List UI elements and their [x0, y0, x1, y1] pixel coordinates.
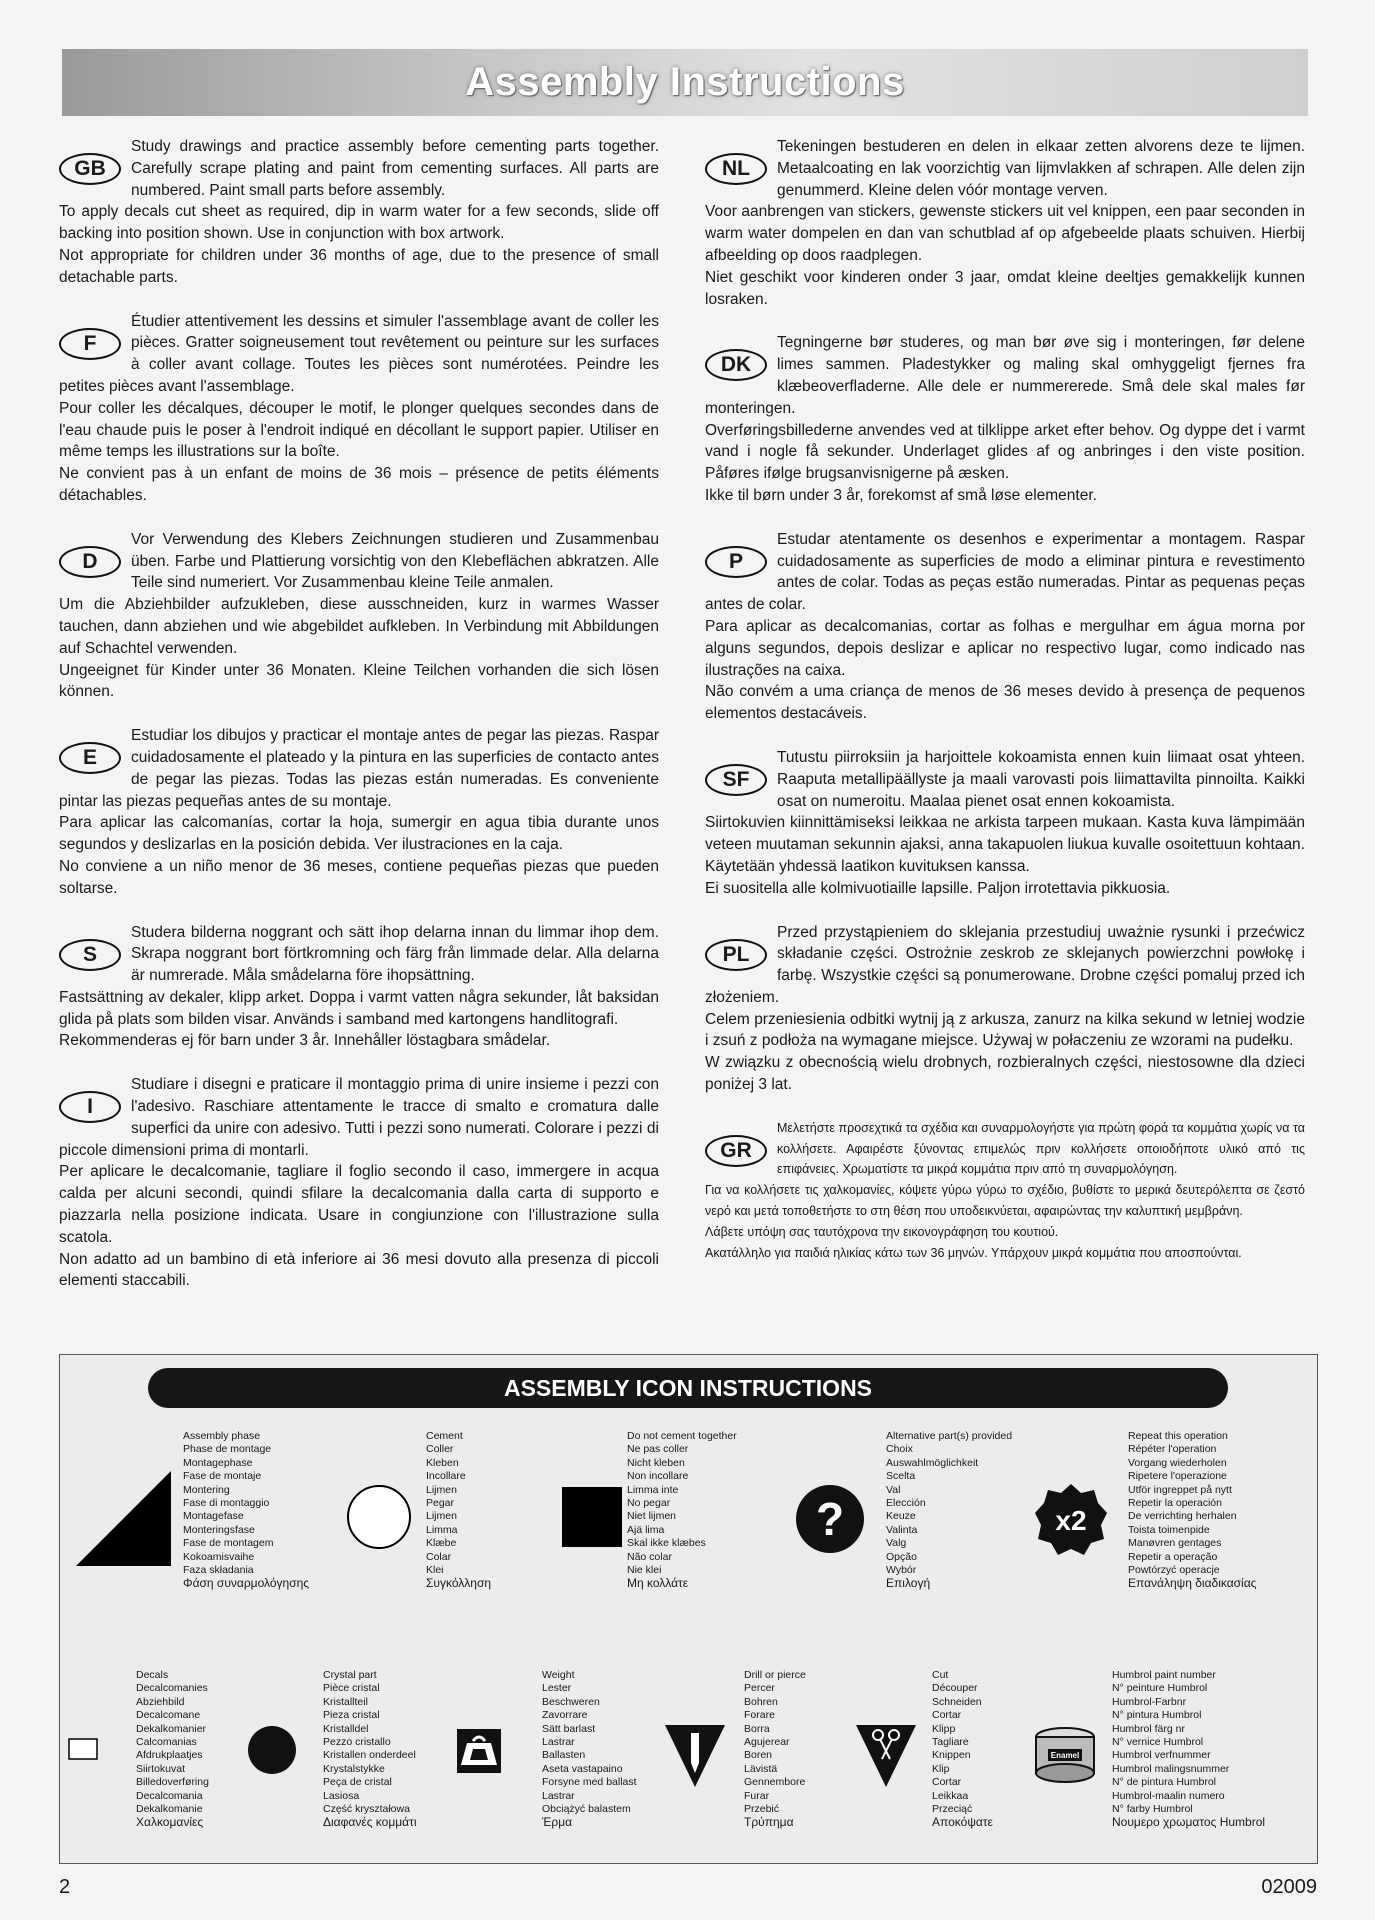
right-column — [705, 136, 1305, 1263]
icon-label-line: Cortar — [932, 1709, 962, 1722]
icon-label-line: Lester — [542, 1682, 572, 1695]
language-badge: DK — [705, 349, 767, 381]
icon-label-line: Agujerear — [744, 1736, 790, 1749]
icon-label-line: Vorgang wiederholen — [1128, 1456, 1227, 1469]
icon-label-line: Schneiden — [932, 1695, 982, 1708]
icon-label-line: Lasiosa — [323, 1789, 360, 1802]
drill-icon — [665, 1725, 725, 1787]
icon-label-line: Montagefase — [183, 1510, 244, 1523]
language-badge: GR — [705, 1135, 767, 1167]
icon-label-line: Colar — [426, 1550, 452, 1563]
icon-label-line: Utför ingreppet på nytt — [1128, 1483, 1232, 1496]
icon-label-line: Cortar — [932, 1776, 962, 1789]
icon-label-line: Klip — [932, 1762, 950, 1775]
icon-label-line: Μη κολλάτε — [627, 1576, 689, 1591]
icon-label-line: Afdrukplaatjes — [136, 1749, 203, 1762]
icon-label-line: Διαφανές κομμάτι — [323, 1815, 417, 1830]
instruction-paragraph: Ne convient pas à un enfant de moins de 36 mois – présence de petits éléments détachables. — [59, 465, 659, 504]
icon-label-line: Decalcomanies — [136, 1682, 208, 1695]
icon-label-line: Faza składania — [183, 1564, 254, 1577]
alternative-part-labels — [886, 1430, 1012, 1591]
instruction-paragraph: Estudiar los dibujos y practicar el montaje antes de pegar las piezas. Raspar cuidadosamente el plateado y la pintura en las superficies de contacto antes de pegar las piezas. Todas las piezas están numeradas. Es conveniente pintar las piezas pequeñas antes de su montaje. — [59, 727, 659, 810]
language-badge: S — [59, 939, 121, 971]
language-badge: PL — [705, 939, 767, 971]
icon-label-line: Crystal part — [323, 1669, 377, 1681]
icon-label-line: Drill or pierce — [744, 1669, 806, 1681]
instruction-paragraph: No conviene a un niño menor de 36 meses, contiene pequeñas piezas que pueden soltarse. — [59, 857, 659, 897]
icon-label-line: Przeciąć — [932, 1803, 973, 1816]
language-badge: D — [59, 546, 121, 578]
icon-label-line: Montagephase — [183, 1456, 253, 1469]
crystal-part-labels — [323, 1669, 417, 1830]
instruction-paragraph: Um die Abziehbilder aufzukleben, diese ausschneiden, kurz in warmes Wasser tauchen, dann abziehen und wie abgebildet aufkleben. In Verbindung mit Abbildungen auf Schachtel verwenden. — [59, 596, 659, 657]
instruction-paragraph: Não convém a uma criança de menos de 36 meses devido à presença de pequenos elementos destacáveis. — [705, 683, 1305, 723]
icon-label-line: Borra — [744, 1722, 770, 1735]
icon-label-line: Gennembore — [744, 1776, 806, 1789]
icon-label-line: Συγκόλληση — [426, 1576, 492, 1591]
humbrol-labels — [1112, 1669, 1265, 1830]
instruction-paragraph: Tekeningen bestuderen en delen in elkaar zetten alvorens deze te lijmen. Metaalcoating en lak voorzichtig van lijmvlakken af schrapen. Alle delen zijn genummerd. Kleine delen vóór montage verven. — [777, 138, 1305, 199]
icon-label-line: Fase de montaje — [183, 1470, 262, 1483]
decal-icon — [68, 1738, 98, 1760]
icon-label-line: Decals — [136, 1669, 169, 1681]
instruction-paragraph: Tutustu piirroksiin ja harjoittele kokoamista ennen kuin liimaat osat yhteen. Raaputa metallipäällyste ja maali varovasti pois liimattavilta pinnoilta. Kaikki osat on numeroitu. Maalaa pienet osat ennen kokoamista. — [777, 748, 1305, 810]
icon-label-line: Limma — [426, 1523, 458, 1536]
icon-label-line: Skal ikke klæbes — [627, 1537, 706, 1550]
section-d — [59, 529, 659, 703]
assembly-icon-box — [59, 1354, 1318, 1864]
icon-label-line: Humbrol verfnummer — [1112, 1749, 1211, 1762]
instruction-paragraph: Niet geschikt voor kinderen onder 3 jaar, omdat kleine deeltjes gemakkelijk kunnen losraken. — [705, 268, 1305, 308]
icon-label-line: Fase di montaggio — [183, 1497, 270, 1510]
cement-labels — [426, 1430, 491, 1591]
icon-label-line: Pegar — [426, 1497, 455, 1510]
icon-label-line: Ballasten — [542, 1749, 586, 1762]
icon-label-line: Non incollare — [627, 1470, 689, 1483]
icon-label-line: Klæbe — [426, 1537, 457, 1550]
decals-labels — [136, 1669, 209, 1830]
icon-label-line: Montering — [183, 1483, 230, 1496]
x2-glyph: x2 — [1055, 1505, 1087, 1536]
icon-label-line: Επανάληψη διαδικασίας — [1128, 1576, 1257, 1591]
icon-label-line: Φάση συναρμολόγησης — [183, 1576, 310, 1591]
section-s — [59, 922, 659, 1053]
icon-label-line: De verrichting herhalen — [1128, 1510, 1237, 1523]
icon-label-line: Lijmen — [426, 1483, 457, 1496]
icon-label-line: N° peinture Humbrol — [1112, 1682, 1208, 1695]
icon-label-line: Découper — [932, 1682, 978, 1695]
icon-label-line: Dekalkomanie — [136, 1803, 203, 1816]
enamel-label: Enamel — [1050, 1751, 1080, 1760]
page-number: 2 — [59, 1876, 71, 1898]
icon-label-line: Opção — [886, 1550, 917, 1563]
language-badge: P — [705, 546, 767, 578]
instruction-paragraph: Fastsättning av dekaler, klipp arket. Doppa i varmt vatten några sekunder, låt baksidan glida på plats som bilden visar. Används i samband med kartongens handlitografi. — [59, 988, 659, 1028]
icon-label-line: Elección — [886, 1497, 926, 1510]
icon-label-line: Do not cement together — [627, 1430, 737, 1442]
do-not-cement-labels — [627, 1430, 737, 1591]
icon-label-line: Répéter l'operation — [1128, 1443, 1217, 1456]
document-code: 02009 — [1261, 1876, 1317, 1898]
instruction-paragraph: Przed przystąpieniem do sklejania przestudiuj uważnie rysunki i przećwicz składanie części. Ostrożnie zeskrob ze sklejanych powierzchni powłokę i farbę. Wszystkie części są ponumerowane. Drobne części pomaluj przed ich złożeniem. — [705, 923, 1305, 1006]
icon-label-line: Kristalldel — [323, 1722, 369, 1735]
icon-label-line: Weight — [542, 1669, 575, 1681]
section-gb — [59, 136, 659, 289]
language-badge: I — [59, 1091, 121, 1123]
icon-label-line: Siirtokuvat — [136, 1762, 186, 1775]
question-icon — [794, 1483, 866, 1555]
instruction-paragraph: To apply decals cut sheet as required, dip in warm water for a few seconds, slide off backing into position shown. Use in conjunction with box artwork. — [59, 203, 659, 243]
icon-label-line: Obciążyć balastem — [542, 1803, 631, 1816]
section-pl — [705, 922, 1305, 1096]
icon-label-line: Tagliare — [932, 1736, 969, 1749]
icon-label-line: N° farby Humbrol — [1112, 1803, 1193, 1816]
icon-label-line: Peça de cristal — [323, 1776, 392, 1789]
icon-label-line: Sätt barlast — [542, 1722, 596, 1735]
icon-label-line: Zavorrare — [542, 1709, 588, 1722]
icon-label-line: Boren — [744, 1749, 773, 1762]
section-gr — [705, 1118, 1305, 1264]
icon-label-line: Calcomanias — [136, 1736, 197, 1749]
icon-label-line: Val — [886, 1483, 901, 1496]
language-badge: F — [59, 328, 121, 360]
icon-label-line: Χαλκομανίες — [136, 1815, 204, 1830]
section-sf — [705, 747, 1305, 900]
icon-label-line: Νουμερο χρωματος Humbrol — [1112, 1815, 1266, 1830]
icon-label-line: Monteringsfase — [183, 1523, 255, 1536]
icon-label-line: Assembly phase — [183, 1430, 261, 1442]
icon-label-line: Humbrol-maalin numero — [1112, 1789, 1225, 1802]
icon-label-line: Alternative part(s) provided — [886, 1430, 1013, 1442]
instruction-paragraph: Per aplicare le decalcomanie, tagliare il foglio secondo il caso, immergere in acqua calda per alcuni secondi, quindi sfilare la decalcomania dalla carta di supporto e piazzarla nella posizione indicata. Usare in congiunzione con l'illustrazione sulla scatola. — [59, 1163, 659, 1246]
icon-label-line: N° vernice Humbrol — [1112, 1736, 1204, 1749]
repeat-operation-labels — [1128, 1430, 1256, 1591]
icon-label-line: Keuze — [886, 1510, 916, 1523]
icon-label-line: Coller — [426, 1443, 454, 1456]
icon-label-line: Krystalstykke — [323, 1762, 385, 1775]
icon-label-line: Leikkaa — [932, 1789, 969, 1802]
icon-label-line: Cut — [932, 1669, 949, 1681]
icon-label-line: Pièce cristal — [323, 1682, 380, 1695]
icon-label-line: Fase de montagem — [183, 1537, 274, 1550]
icon-label-line: Forsyne med ballast — [542, 1776, 637, 1789]
assembly-phase-labels — [183, 1430, 309, 1591]
assembly-phase-icon — [76, 1471, 171, 1566]
icon-label-line: Humbrol färg nr — [1112, 1722, 1185, 1735]
humbrol-paint-tin-icon — [1034, 1727, 1096, 1783]
icon-label-line: Billedoverføring — [136, 1776, 209, 1789]
icon-label-line: Pieza cristal — [323, 1709, 380, 1722]
section-dk — [705, 332, 1305, 506]
icon-label-line: N° pintura Humbrol — [1112, 1709, 1202, 1722]
icon-label-line: Ne pas coller — [627, 1443, 689, 1456]
language-badge: SF — [705, 764, 767, 796]
icon-label-line: Επιλογή — [886, 1576, 931, 1591]
instruction-paragraph: Study drawings and practice assembly before cementing parts together. Carefully scrape plating and paint from cementing surfaces. All parts are numbered. Paint small parts before assembly. — [131, 138, 659, 199]
icon-label-line: Pezzo cristallo — [323, 1736, 391, 1749]
instruction-paragraph: Studiare i disegni e praticare il montaggio prima di unire insieme i pezzi con l'adesivo. Raschiare attentamente le tracce di smalto e cromatura dalle superfici da unire con adesivo. Tutti i pezzi sono numerati. Colorare i pezzi di piccole dimensioni prima di montarli. — [59, 1076, 659, 1159]
instruction-paragraph: Para aplicar as decalcomanias, cortar as folhas e mergulhar em água morna por alguns segundos, depois deslizar e aplicar no respectivo lugar, como indicado nas ilustrações na caixa. — [705, 617, 1305, 679]
icon-label-line: Nie klei — [627, 1564, 662, 1577]
icon-label-line: Furar — [744, 1789, 770, 1802]
instruction-paragraph: Μελετήστε προσεχτικά τα σχέδια και συναρμολογήστε για πρώτη φορά τα κομμάτια χωρίς να τα κολλήσετε. Αφαιρέστε ξύνοντας επιμελώς πριν κολλήσετε οποιοδήποτε υλικό από τις επιφάνειες. Χρωματίστε τα μικρά κομμάτια πριν από τη συναρμολόγηση. — [777, 1120, 1305, 1177]
instruction-paragraph: Siirtokuvien kiinnittämiseksi leikkaa ne arkista tarpeen mukaan. Kasta kuva lämpimään veteen muutaman sekunnin ajaksi, anna takapuolen liukua kuvalle osoitettuun kohtaan. Käytetään yhdessä laatikon kuvituksen kanssa. — [705, 814, 1305, 875]
icon-label-line: Klipp — [932, 1722, 956, 1735]
instruction-paragraph: Not appropriate for children under 36 months of age, due to the presence of small detachable parts. — [59, 246, 659, 286]
weight-labels — [542, 1669, 637, 1830]
icon-label-line: Cement — [426, 1430, 463, 1442]
title-banner — [62, 49, 1308, 116]
instruction-paragraph: Ikke til børn under 3 år, forekomst af små løse elementer. — [705, 486, 1097, 504]
icon-label-line: Decalcomane — [136, 1709, 201, 1722]
icon-label-line: Bohren — [744, 1695, 778, 1708]
icon-label-line: Repeat this operation — [1128, 1430, 1228, 1442]
instruction-paragraph: Ungeeignet für Kinder unter 36 Monaten. Kleine Teilchen vorhanden die sich lösen können. — [59, 661, 659, 701]
icon-label-line: Kristallteil — [323, 1695, 368, 1708]
question-glyph: ? — [815, 1493, 845, 1545]
icon-label-line: Kokoamisvaihe — [183, 1550, 255, 1563]
instruction-paragraph: Voor aanbrengen van stickers, gewenste stickers uit vel knippen, een paar seconden in warm water dompelen en dan van schutblad af op afgebeelde plaats schuiven. Hierbij afbeelding op doos raadplegen. — [705, 203, 1305, 264]
icon-label-line: Phase de montage — [183, 1443, 272, 1456]
icon-label-line: Kleben — [426, 1456, 459, 1469]
icon-label-line: Humbrol malingsnummer — [1112, 1762, 1230, 1775]
section-f — [59, 311, 659, 507]
icon-label-line: Repetir a operação — [1128, 1550, 1218, 1563]
icon-label-line: Decalcomania — [136, 1789, 203, 1802]
section-e — [59, 725, 659, 899]
weight-icon — [457, 1729, 501, 1773]
icon-label-line: Humbrol paint number — [1112, 1669, 1216, 1681]
icon-label-line: No pegar — [627, 1497, 671, 1510]
icon-label-line: Powtórzyć operacje — [1128, 1564, 1220, 1577]
icon-label-line: Repetir la operación — [1128, 1497, 1222, 1510]
instruction-paragraph: Ei suositella alle kolmivuotiaille lapsille. Paljon irrotettavia pikkuosia. — [705, 879, 1171, 897]
page-title: Assembly Instructions — [465, 60, 905, 104]
icon-label-line: Incollare — [426, 1470, 466, 1483]
icon-label-line: Aseta vastapaino — [542, 1762, 623, 1775]
language-badge: E — [59, 742, 121, 774]
icon-label-line: Beschweren — [542, 1695, 600, 1708]
instruction-paragraph: Vor Verwendung des Klebers Zeichnungen studieren und Zusammenbau üben. Farbe und Plattierung vorsichtig von den Klebeflächen abkratzen. Alle Teile sind numeriert. Vor Zusammenbau kleine Teile anmalen. — [131, 530, 659, 592]
language-badge: GB — [59, 153, 121, 185]
icon-label-line: Choix — [886, 1443, 913, 1456]
instruction-paragraph: Λάβετε υπόψη σας ταυτόχρονα την εικονογράφηση του κουτιού. — [705, 1224, 1059, 1239]
icon-label-line: Τρύπημα — [744, 1815, 794, 1830]
instruction-paragraph: Studera bilderna noggrant och sätt ihop delarna innan du limmar ihop dem. Skrapa noggrant bort förtkromning och färg från limmade delar. Alla delarna är numrerade. Måla smådelarna före ihopsättning. — [131, 923, 659, 985]
instruction-paragraph: Για να κολλήσετε τις χαλκομανίες, κόψετε γύρω γύρω το σχέδιο, βυθίστε το μερικά δευτερόλεπτα σε ζεστό νερό και μετά τοποθετήστε το στη θέση που υποδεικνύεται, αφαιρώντας την καλυπτική μεμβράνη. — [705, 1183, 1305, 1219]
instruction-paragraph: Pour coller les décalques, découper le motif, le plonger quelques secondes dans de l'eau chaude puis le poser à l'endroit indiqué en décollant le support papier. Utiliser en même temps les illustrations sur la boîte. — [59, 399, 659, 461]
icon-label-line: Lävistä — [744, 1762, 778, 1775]
icon-label-line: Forare — [744, 1709, 775, 1722]
section-nl — [705, 136, 1305, 310]
section-p — [705, 529, 1305, 725]
instruction-paragraph: Para aplicar las calcomanías, cortar la hoja, sumergir en agua tibia durante unos segundos y deslizarlas en la posición debida. Ver ilustraciones en la caja. — [59, 814, 659, 854]
icon-label-line: Humbrol-Farbnr — [1112, 1695, 1187, 1708]
icon-label-line: Έρμα — [542, 1815, 573, 1830]
icon-label-line: Valinta — [886, 1523, 918, 1536]
icon-label-line: Niet lijmen — [627, 1510, 677, 1523]
instruction-paragraph: Ακατάλληλο για παιδιά ηλικίας κάτω των 36 μηνών. Υπάρχουν μικρά κομμάτια που αποσπούνται. — [705, 1245, 1242, 1260]
instruction-paragraph: Rekommenderas ej för barn under 3 år. Innehåller löstagbara smådelar. — [59, 1032, 551, 1050]
icon-label-line: Manøvren gentages — [1128, 1537, 1222, 1550]
icon-label-line: Scelta — [886, 1470, 916, 1483]
repeat-x2-icon — [1034, 1483, 1108, 1557]
icon-label-line: Lijmen — [426, 1510, 457, 1523]
icon-label-line: Ajä lima — [627, 1523, 665, 1536]
icon-label-line: Lastrar — [542, 1789, 575, 1802]
icon-label-line: Não colar — [627, 1550, 672, 1563]
icon-label-line: Limma inte — [627, 1483, 679, 1496]
icon-label-line: Wybór — [886, 1564, 917, 1577]
do-not-cement-icon — [562, 1487, 622, 1547]
icon-label-line: Percer — [744, 1682, 775, 1695]
instruction-paragraph: Celem przeniesienia odbitki wytnij ją z arkusza, zanurz na kilka sekund w letniej wodzie i zsuń z podłoża na wymagane miejsce. Używaj w połaczeniu ze wzorami na pudełku. — [705, 1010, 1305, 1050]
icon-label-line: Lastrar — [542, 1736, 575, 1749]
icon-label-line: Dekalkomanier — [136, 1722, 207, 1735]
icon-label-line: Nicht kleben — [627, 1456, 685, 1469]
icon-label-line: Przebić — [744, 1803, 780, 1816]
instruction-paragraph: Non adatto ad un bambino di età inferiore ai 36 mesi dovuto alla presenza di piccoli elementi staccabili. — [59, 1250, 659, 1290]
icon-label-line: Toista toimenpide — [1128, 1523, 1210, 1536]
icon-label-line: Auswahlmöglichkeit — [886, 1456, 979, 1469]
section-i — [59, 1074, 659, 1292]
icon-label-line: Klei — [426, 1564, 444, 1577]
cut-labels — [932, 1669, 993, 1830]
instruction-paragraph: W związku z obecnością wielu drobnych, rozbieralnych części, niestosowne dla dzieci poniżej 3 lat. — [705, 1054, 1305, 1094]
drill-labels — [744, 1669, 806, 1830]
instruction-paragraph: Étudier attentivement les dessins et simuler l'assemblage avant de coller les pièces. Gratter soigneusement tout revêtement ou peinture sur les surfaces à coller avant collage. Toutes les pièces sont numérotées. Peindre les petites pièces avant l'assemblage. — [59, 312, 659, 395]
left-column — [59, 136, 659, 1292]
cement-icon — [346, 1484, 412, 1550]
icon-label-line: Część kryształowa — [323, 1803, 410, 1816]
icon-label-line: Kristallen onderdeel — [323, 1749, 416, 1762]
crystal-part-icon — [247, 1725, 297, 1775]
icon-label-line: Ripetere l'operazione — [1128, 1470, 1227, 1483]
instruction-paragraph: Overføringsbillederne anvendes ved at tilklippe arket efter behov. Og dyppe det i varmt vand i nogle få sekunder. Underlaget glides af og anbringes i den viste position. Påføres ifølge brugsanvisnigerne på æsken. — [705, 421, 1305, 483]
instruction-paragraph: Estudar atentamente os desenhos e experimentar a montagem. Raspar cuidadosamente as superficies de modo a eliminar pintura e revestimento antes de colar. Todas as peças estão numeradas. Pintar as pequenas peças antes de colar. — [705, 530, 1305, 614]
icon-label-line: Knippen — [932, 1749, 971, 1762]
icon-label-line: Valg — [886, 1537, 907, 1550]
icon-label-line: N° de pintura Humbrol — [1112, 1776, 1216, 1789]
language-badge: NL — [705, 153, 767, 185]
icon-box-title: ASSEMBLY ICON INSTRUCTIONS — [148, 1368, 1228, 1408]
icon-label-line: Abziehbild — [136, 1695, 185, 1708]
icon-label-line: Αποκόψατε — [932, 1815, 993, 1830]
cut-icon — [856, 1725, 916, 1787]
instruction-paragraph: Tegningerne bør studeres, og man bør øve sig i monteringen, før delene limes sammen. Pladestykker og maling skal omhyggeligt fjernes fra klæbeoverfladerne. Alle dele er nummererede. Små dele skal males før monteringen. — [705, 334, 1305, 417]
